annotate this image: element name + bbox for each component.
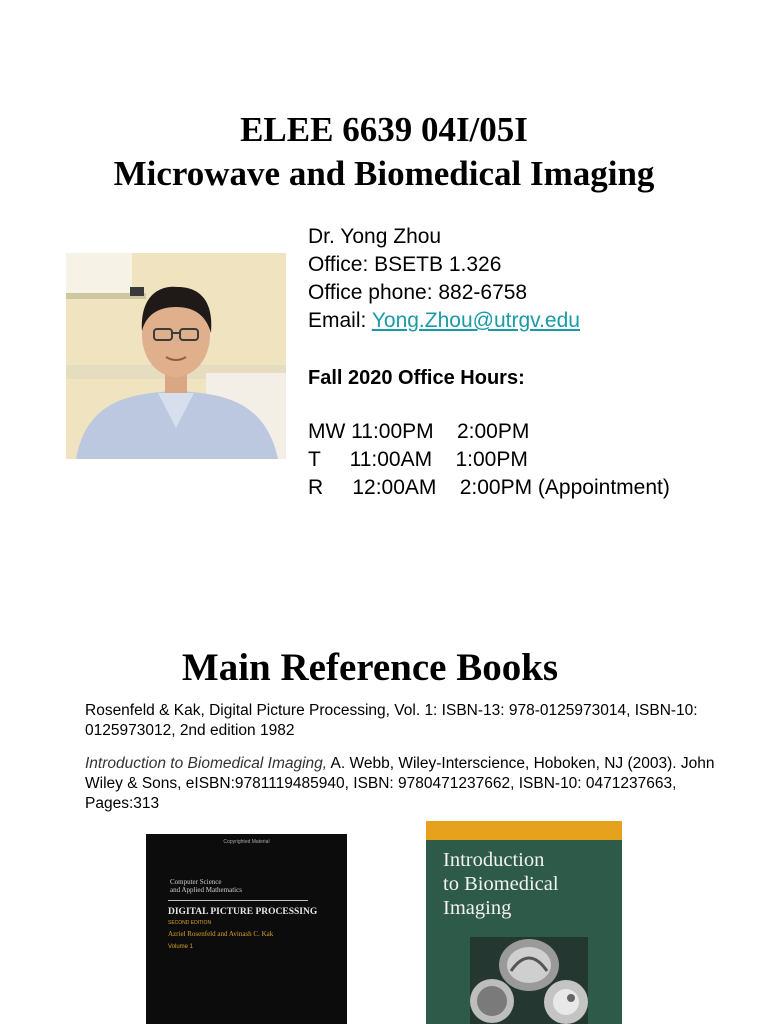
cover1-authors: Azriel Rosenfeld and Avinash C. Kak — [168, 930, 274, 938]
email-link[interactable]: Yong.Zhou@utrgv.edu — [371, 309, 580, 332]
cover1-title: DIGITAL PICTURE PROCESSING — [168, 907, 318, 917]
course-code: ELEE 6639 04I/05I — [240, 110, 528, 149]
cover1-series: Computer Science and Applied Mathematics — [170, 878, 242, 894]
reference-2-details: A. Webb, Wiley-Interscience, Hoboken, NJ (2003). John Wiley & Sons, eISBN:9781119485940, ISBN: 9780471237662, ISBN-10: 0471237663, Pages:313 — [85, 755, 715, 812]
book-cover-digital-picture-processing — [146, 834, 347, 1024]
cover2-title: Introduction to Biomedical Imaging — [443, 849, 559, 919]
instructor-name: Dr. Yong Zhou — [308, 225, 442, 248]
cover1-volume: Volume 1 — [168, 944, 194, 950]
cover2-scan-images — [426, 821, 622, 1024]
reference-2-title: Introduction to Biomedical Imaging, — [85, 755, 328, 772]
office-hours-heading: Fall 2020 Office Hours: — [308, 367, 525, 389]
book-cover-introduction-to-biomedical-imaging — [426, 821, 622, 1024]
course-title: Microwave and Biomedical Imaging — [113, 154, 655, 193]
cover1-edition: SECOND EDITION — [168, 920, 212, 926]
email-line — [308, 307, 580, 335]
office-hours-row: T 11:00AM 1:00PM — [308, 448, 528, 471]
office-hours-row: MW 11:00PM 2:00PM — [308, 420, 530, 443]
cover1-rule — [168, 900, 308, 901]
reference-1: Rosenfeld & Kak, Digital Picture Processing, Vol. 1: ISBN-13: 978-0125973014, ISBN-10: 0125973012, 2nd edition 1982 — [85, 702, 698, 739]
reference-2 — [85, 754, 725, 814]
instructor-photo — [66, 253, 286, 459]
cover1-copyright: Copyrighted Material — [223, 839, 270, 845]
books-heading: Main Reference Books — [181, 646, 559, 689]
office-location: Office: BSETB 1.326 — [308, 253, 502, 276]
email-label: Email: — [308, 309, 372, 332]
office-phone: Office phone: 882-6758 — [308, 281, 528, 304]
office-hours-row: R 12:00AM 2:00PM (Appointment) — [308, 476, 670, 499]
